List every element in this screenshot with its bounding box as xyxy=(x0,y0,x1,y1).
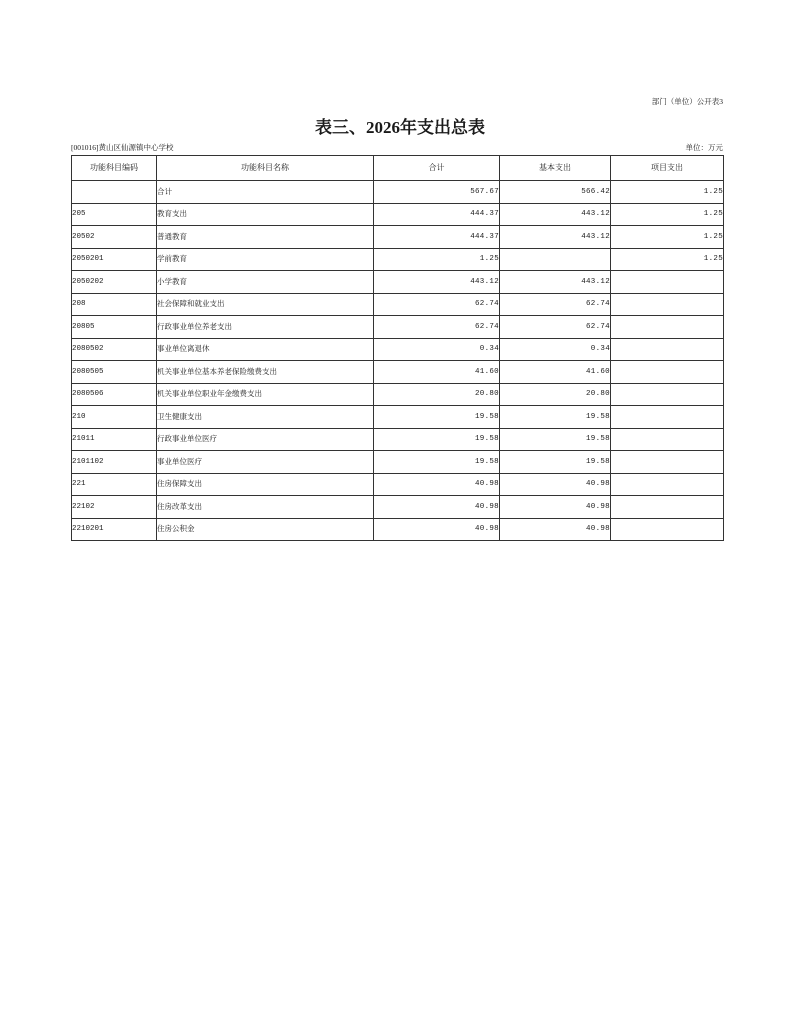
basic-cell: 20.80 xyxy=(500,383,611,406)
total-cell: 40.98 xyxy=(374,496,500,519)
project-cell xyxy=(611,293,724,316)
basic-cell: 41.60 xyxy=(500,361,611,384)
table-title: 表三、2026年支出总表 xyxy=(315,118,485,137)
total-cell: 1.25 xyxy=(374,248,500,271)
basic-cell: 40.98 xyxy=(500,473,611,496)
name-cell: 机关事业单位基本养老保险缴费支出 xyxy=(157,361,374,384)
table-row xyxy=(72,451,724,474)
basic-cell: 0.34 xyxy=(500,338,611,361)
total-cell: 62.74 xyxy=(374,316,500,339)
table-row xyxy=(72,496,724,519)
basic-cell: 19.58 xyxy=(500,406,611,429)
basic-cell: 443.12 xyxy=(500,271,611,294)
column-header-basic: 基本支出 xyxy=(500,156,611,181)
table-row xyxy=(72,361,724,384)
name-cell: 教育支出 xyxy=(157,203,374,226)
name-cell: 事业单位离退休 xyxy=(157,338,374,361)
unit-label: 单位：万元 xyxy=(685,143,723,152)
table-row xyxy=(72,518,724,541)
organization-name: [001016]黄山区仙源镇中心学校 xyxy=(71,143,174,152)
project-cell xyxy=(611,406,724,429)
basic-cell: 443.12 xyxy=(500,226,611,249)
code-cell: 2050201 xyxy=(72,248,157,271)
project-cell: 1.25 xyxy=(611,226,724,249)
table-row xyxy=(72,473,724,496)
project-cell xyxy=(611,361,724,384)
project-cell xyxy=(611,383,724,406)
project-cell: 1.25 xyxy=(611,248,724,271)
basic-cell: 19.58 xyxy=(500,428,611,451)
name-cell: 住房公积金 xyxy=(157,518,374,541)
table-row xyxy=(72,316,724,339)
basic-cell: 62.74 xyxy=(500,316,611,339)
table-row xyxy=(72,226,724,249)
project-cell xyxy=(611,428,724,451)
code-cell: 221 xyxy=(72,473,157,496)
basic-cell: 40.98 xyxy=(500,518,611,541)
table-row xyxy=(72,338,724,361)
project-cell xyxy=(611,271,724,294)
name-cell: 社会保障和就业支出 xyxy=(157,293,374,316)
table-row-grand-total xyxy=(72,181,724,204)
table-row xyxy=(72,248,724,271)
total-cell: 444.37 xyxy=(374,226,500,249)
code-cell: 20805 xyxy=(72,316,157,339)
code-cell: 205 xyxy=(72,203,157,226)
basic-cell: 443.12 xyxy=(500,203,611,226)
column-header-code: 功能科目编码 xyxy=(72,156,157,181)
code-cell: 2080505 xyxy=(72,361,157,384)
name-cell: 住房改革支出 xyxy=(157,496,374,519)
name-cell: 普通教育 xyxy=(157,226,374,249)
code-cell: 2210201 xyxy=(72,518,157,541)
total-cell: 444.37 xyxy=(374,203,500,226)
name-cell: 行政事业单位医疗 xyxy=(157,428,374,451)
total-cell: 20.80 xyxy=(374,383,500,406)
code-cell: 22102 xyxy=(72,496,157,519)
name-cell: 学前教育 xyxy=(157,248,374,271)
table-row xyxy=(72,406,724,429)
expenditure-summary-table xyxy=(71,155,724,541)
table-row xyxy=(72,428,724,451)
name-cell: 合计 xyxy=(157,181,374,204)
table-header-row xyxy=(72,156,724,181)
code-cell: 21011 xyxy=(72,428,157,451)
code-cell: 210 xyxy=(72,406,157,429)
code-cell: 20502 xyxy=(72,226,157,249)
project-cell: 1.25 xyxy=(611,203,724,226)
column-header-name: 功能科目名称 xyxy=(157,156,374,181)
total-cell: 40.98 xyxy=(374,473,500,496)
basic-cell: 566.42 xyxy=(500,181,611,204)
name-cell: 住房保障支出 xyxy=(157,473,374,496)
total-cell: 443.12 xyxy=(374,271,500,294)
basic-cell xyxy=(500,248,611,271)
name-cell: 行政事业单位养老支出 xyxy=(157,316,374,339)
total-cell: 62.74 xyxy=(374,293,500,316)
code-cell: 2080506 xyxy=(72,383,157,406)
code-cell: 2050202 xyxy=(72,271,157,294)
basic-cell: 62.74 xyxy=(500,293,611,316)
basic-cell: 40.98 xyxy=(500,496,611,519)
project-cell xyxy=(611,473,724,496)
column-header-total: 合计 xyxy=(374,156,500,181)
column-header-project: 项目支出 xyxy=(611,156,724,181)
name-cell: 卫生健康支出 xyxy=(157,406,374,429)
total-cell: 0.34 xyxy=(374,338,500,361)
table-row xyxy=(72,271,724,294)
total-cell: 41.60 xyxy=(374,361,500,384)
total-cell: 19.58 xyxy=(374,451,500,474)
total-cell: 19.58 xyxy=(374,406,500,429)
name-cell: 事业单位医疗 xyxy=(157,451,374,474)
total-cell: 19.58 xyxy=(374,428,500,451)
project-cell xyxy=(611,496,724,519)
project-cell: 1.25 xyxy=(611,181,724,204)
code-cell xyxy=(72,181,157,204)
code-cell: 2101102 xyxy=(72,451,157,474)
table-row xyxy=(72,383,724,406)
total-cell: 40.98 xyxy=(374,518,500,541)
project-cell xyxy=(611,451,724,474)
table-row xyxy=(72,203,724,226)
name-cell: 机关事业单位职业年金缴费支出 xyxy=(157,383,374,406)
project-cell xyxy=(611,338,724,361)
total-cell: 567.67 xyxy=(374,181,500,204)
project-cell xyxy=(611,518,724,541)
code-cell: 208 xyxy=(72,293,157,316)
basic-cell: 19.58 xyxy=(500,451,611,474)
code-cell: 2080502 xyxy=(72,338,157,361)
form-number-label: 部门（单位）公开表3 xyxy=(651,97,723,106)
project-cell xyxy=(611,316,724,339)
table-row xyxy=(72,293,724,316)
name-cell: 小学教育 xyxy=(157,271,374,294)
